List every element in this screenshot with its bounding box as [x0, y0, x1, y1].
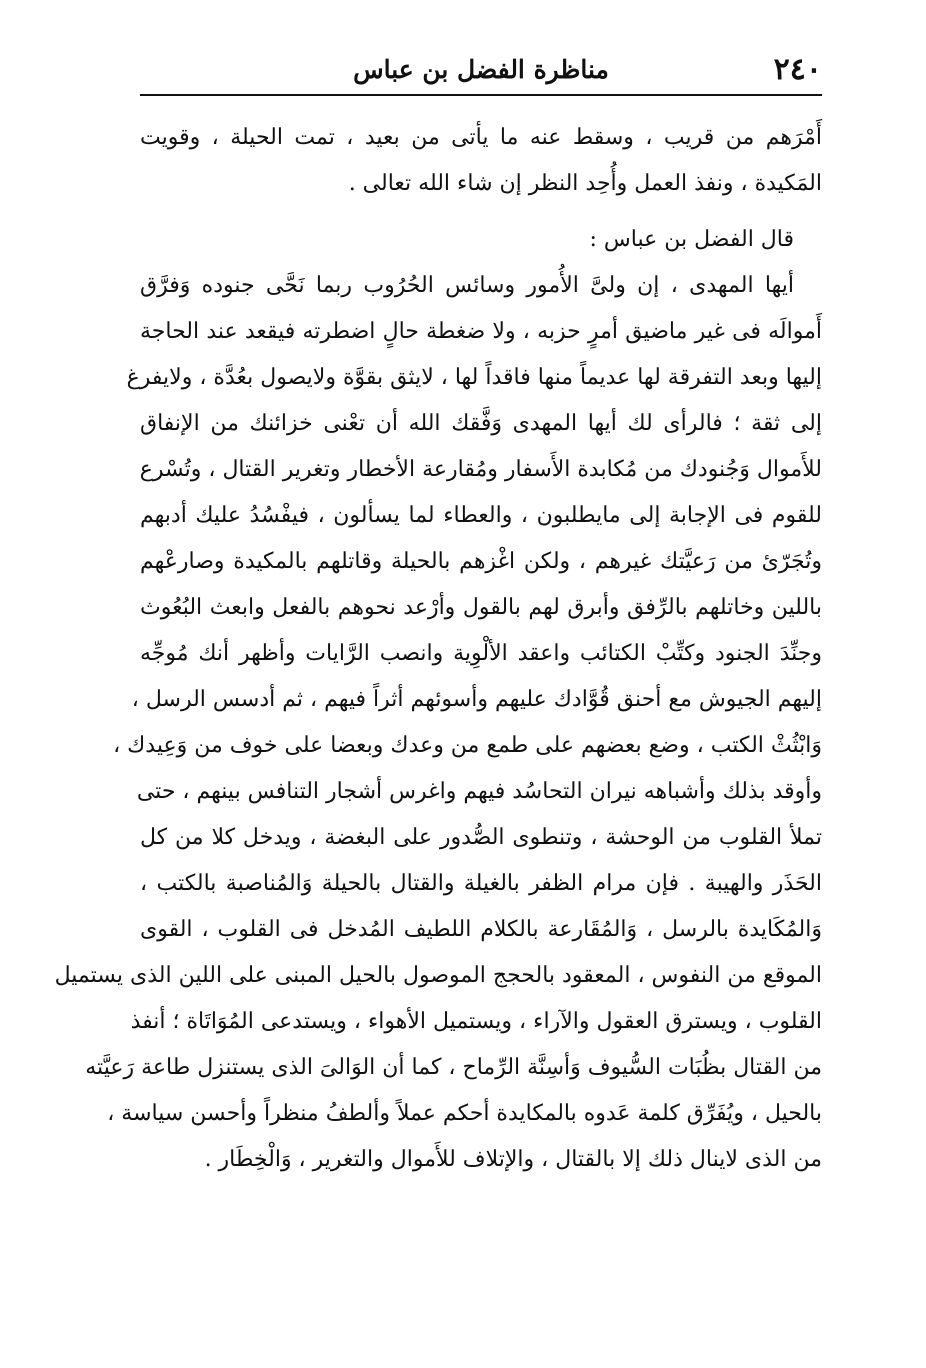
text-line: للقوم فى الإجابة إلى مايطلبون ، والعطاء لما يسألون ، فيفْسُدُ عليك أدبهم — [140, 503, 822, 528]
text-line: الموقع من النفوس ، المعقود بالحجج الموصول بالحيل المبنى على اللين الذى يستميل — [54, 963, 822, 988]
text-line: للأَموال وَجُنودك من مُكابدة الأَسفار ومُقارعة الأخطار وتغرير القتال ، وتُسْرع — [139, 457, 822, 482]
body-text — [54, 115, 822, 1183]
text-line: وجنِّدَ الجنود وكتِّبْ الكتائب واعقد الألْوِية وانصب الرَّايات وأظهر أنك مُوجِّه — [140, 641, 822, 666]
text-line: إلى ثقة ؛ فالرأى لك أيها المهدى وَفَّقك الله أن تعْنى خزائنك من الإنفاق — [140, 411, 822, 436]
paragraph-1 — [140, 115, 822, 207]
text-line: الحَذَر والهيبة . فإن مرام الظفر بالغيلة والقتال بالحيلة وَالمُناصبة بالكتب ، — [140, 871, 822, 896]
header-rule — [140, 94, 822, 96]
text-line: القلوب ، ويسترق العقول والآراء ، ويستميل الأهواء ، ويستدعى المُوَاتَاة ؛ أنفذ — [130, 1009, 822, 1034]
text-line: باللين وخاتلهم بالرِّفق وأبرق لهم بالقول وأرْعد نحوهم بالفعل وابعث البُعُوث — [140, 595, 822, 620]
text-line: من الذى لاينال ذلك إلا بالقتال ، والإتلاف للأَموال والتغرير ، وَالْخِطَار . — [204, 1147, 822, 1172]
text-line: من القتال بظُبَات السُّيوف وَأسِنَّة الرِّماح ، كما أن الوَالىَ الذى يستنزل طاعة رَعيَّته — [85, 1055, 822, 1080]
text-line: أَمْرَهم من قريب ، وسقط عنه ما يأتى من بعيد ، تمت الحيلة ، وقويت — [140, 125, 822, 150]
page-number: ٢٤٠ — [773, 52, 822, 87]
running-title: مناظرة الفضل بن عباس — [353, 55, 609, 84]
text-line: تملأ القلوب من الوحشة ، وتنطوى الصُّدور على البغضة ، ويدخل كلا من كل — [140, 825, 822, 850]
text-line: أَموالَه فى غير ماضيق أمرٍ حزبه ، ولا ضغطة حالٍ اضطرته فيقعد عند الحاجة — [140, 319, 822, 344]
speaker-line: قال الفضل بن عباس : — [589, 227, 794, 252]
text-line: بالحيل ، ويُفَرِّق كلمة عَدوه بالمكايدة أحكم عملاً وألطفُ منظراً وأحسن سياسة ، — [107, 1101, 822, 1126]
text-line: وتُجَرّئ من رَعيَّتك غيرهم ، ولكن اغْزهم بالحيلة وقاتلهم بالمكيدة وصارعْهم — [140, 549, 822, 574]
paragraph-2 — [54, 263, 822, 1183]
text-line: إليهم الجيوش مع أحنق قُوَّادك عليهم وأسوئهم أثراً فيهم ، ثم أدسس الرسل ، — [131, 687, 822, 712]
text-line: وأوقد بذلك وأشباهه نيران التحاسُد فيهم واغرس أشجار التنافس بينهم ، حتى — [136, 779, 822, 804]
paragraph-gap — [140, 207, 822, 217]
text-line: المَكيدة ، ونفذ العمل وأُحِد النظر إن شاء الله تعالى . — [348, 171, 822, 196]
text-line: أيها المهدى ، إن ولىَّ الأُمور وسائس الحُرُوب ربما نَحَّى جنوده وَفرَّق — [140, 273, 794, 298]
text-line: وَابْثُثْ الكتب ، وضع بعضهم على طمع من وعدك وبعضا على خوف من وَعِيدك ، — [113, 733, 822, 758]
running-header — [140, 52, 822, 88]
text-line: إليها وبعد التفرقة لها عديماً منها فاقداً لها ، لايثق بقوَّة ولايصول بعُدَّة ، ولايفرغ — [126, 365, 822, 390]
text-line: وَالمُكَايدة بالرسل ، وَالمُقَارعة بالكلام اللطيف المُدخل فى القلوب ، القوى — [140, 917, 822, 942]
